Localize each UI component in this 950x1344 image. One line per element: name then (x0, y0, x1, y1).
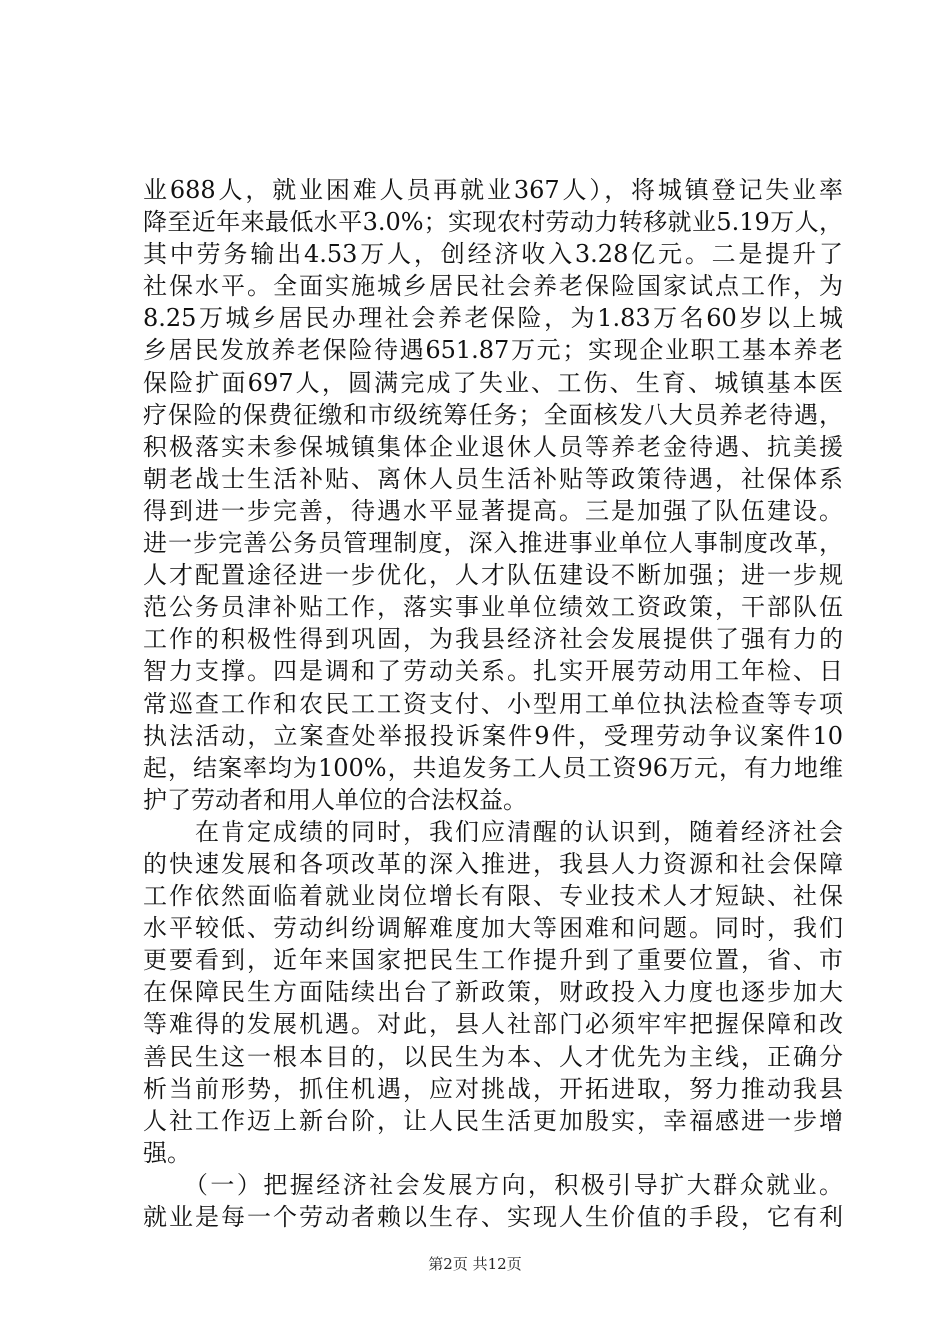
text-line: 范公务员津补贴工作，落实事业单位绩效工资政策，干部队伍 (143, 593, 843, 622)
text-line: 工作依然面临着就业岗位增长有限、专业技术人才短缺、社保 (143, 882, 843, 911)
page-footer: 第2页 共12页 (428, 1255, 522, 1273)
text-line: 等难得的发展机遇。对此，县人社部门必须牢牢把握保障和改 (143, 1010, 843, 1039)
text-line: 在保障民生方面陆续出台了新政策，财政投入力度也逐步加大 (143, 978, 843, 1007)
text-line: 强。 (143, 1138, 191, 1167)
text-line: 其中劳务输出4.53万人，创经济收入3.28亿元。二是提升了 (143, 240, 843, 269)
text-line: 水平较低、劳动纠纷调解难度加大等困难和问题。同时，我们 (143, 914, 843, 943)
text-line: 得到进一步完善，待遇水平显著提高。三是加强了队伍建设。 (143, 496, 843, 525)
text-line: 的快速发展和各项改革的深入推进，我县人力资源和社会保障 (143, 849, 843, 878)
text-line: 人社工作迈上新台阶，让人民生活更加殷实，幸福感进一步增 (143, 1106, 843, 1135)
text-line: 疗保险的保费征缴和市级统筹任务；全面核发八大员养老待遇， (143, 400, 843, 429)
text-line: 起，结案率均为100%，共追发务工人员工资96万元，有力地维 (143, 753, 843, 782)
text-line: 析当前形势，抓住机遇，应对挑战，开拓进取，努力推动我县 (143, 1074, 843, 1103)
text-line: 在肯定成绩的同时，我们应清醒的认识到，随着经济社会 (143, 817, 843, 846)
body-text (143, 174, 843, 1233)
text-line: 社保水平。全面实施城乡居民社会养老保险国家试点工作，为 (143, 272, 843, 301)
text-line: 业688人，就业困难人员再就业367人），将城镇登记失业率 (143, 176, 843, 204)
text-line: 就业是每一个劳动者赖以生存、实现人生价值的手段，它有利 (143, 1203, 843, 1231)
text-line: 执法活动，立案查处举报投诉案件9件，受理劳动争议案件10 (143, 721, 843, 750)
text-line: 进一步完善公务员管理制度，深入推进事业单位人事制度改革， (143, 529, 843, 558)
text-line: 降至近年来最低水平3.0%；实现农村劳动力转移就业5.19万人， (143, 208, 843, 237)
text-line: 人才配置途径进一步优化，人才队伍建设不断加强；进一步规 (143, 561, 843, 590)
text-line: 保险扩面697人，圆满完成了失业、工伤、生育、城镇基本医 (143, 368, 843, 397)
text-line: 积极落实未参保城镇集体企业退休人员等养老金待遇、抗美援 (143, 432, 843, 461)
text-line: 智力支撑。四是调和了劳动关系。扎实开展劳动用工年检、日 (143, 657, 843, 686)
text-line: 善民生这一根本目的，以民生为本、人才优先为主线，正确分 (143, 1042, 843, 1071)
text-line: 护了劳动者和用人单位的合法权益。 (143, 785, 527, 814)
text-line: 更要看到，近年来国家把民生工作提升到了重要位置，省、市 (143, 946, 843, 975)
text-line: 朝老战士生活补贴、离休人员生活补贴等政策待遇，社保体系 (143, 464, 843, 493)
text-line: 常巡查工作和农民工工资支付、小型用工单位执法检查等专项 (143, 689, 843, 718)
text-line: 乡居民发放养老保险待遇651.87万元；实现企业职工基本养老 (143, 336, 843, 365)
text-line: （一）把握经济社会发展方向，积极引导扩大群众就业。 (143, 1170, 843, 1199)
text-line: 8.25万城乡居民办理社会养老保险，为1.83万名60岁以上城 (143, 304, 843, 333)
text-line: 工作的积极性得到巩固，为我县经济社会发展提供了强有力的 (143, 625, 843, 654)
